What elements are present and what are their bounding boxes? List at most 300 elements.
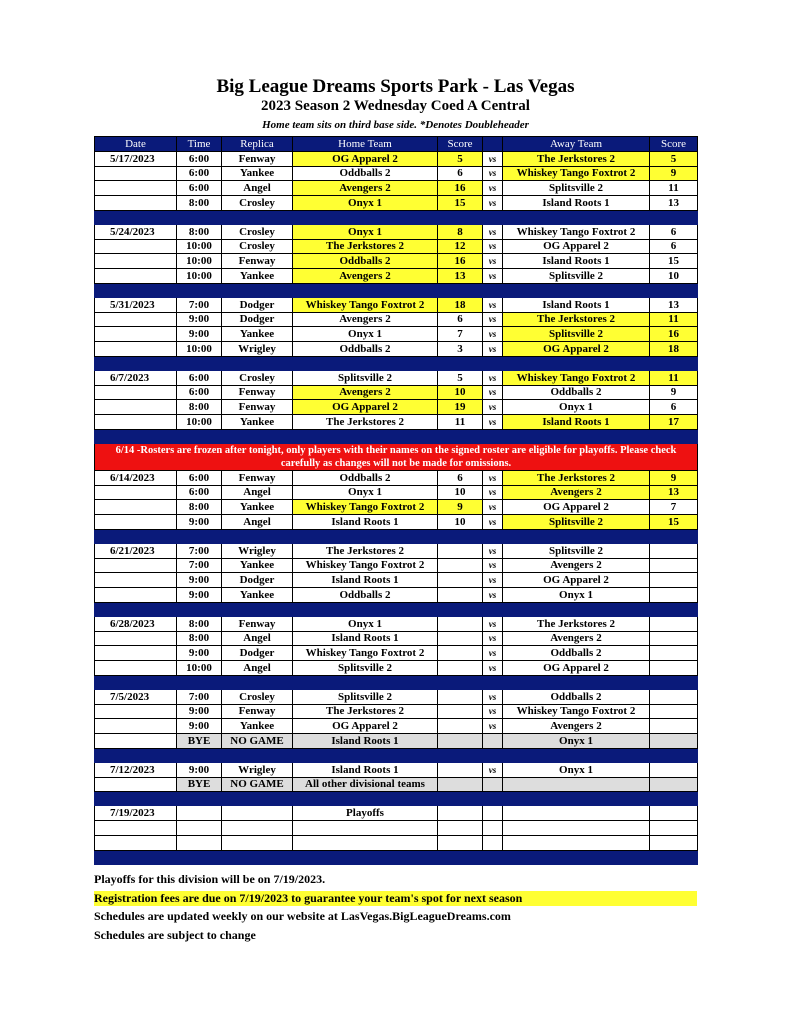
replica-cell: Fenway <box>222 151 293 166</box>
away-score-cell: 6 <box>650 400 698 415</box>
vs-cell: vs <box>483 297 503 312</box>
separator-cell <box>222 850 293 864</box>
game-row <box>95 269 698 284</box>
replica-cell <box>222 835 293 850</box>
date-cell <box>95 239 177 254</box>
replica-cell: Yankee <box>222 558 293 573</box>
replica-cell: Dodger <box>222 646 293 661</box>
home-score-cell: 9 <box>438 500 483 515</box>
separator-cell <box>293 429 438 443</box>
separator-cell <box>293 529 438 543</box>
home-score-cell: 10 <box>438 485 483 500</box>
away-team-cell: Splitsville 2 <box>503 543 650 558</box>
game-row <box>95 835 698 850</box>
vs-cell: vs <box>483 312 503 327</box>
date-cell <box>95 400 177 415</box>
vs-cell: vs <box>483 558 503 573</box>
separator-cell <box>438 675 483 689</box>
away-team-cell: Whiskey Tango Foxtrot 2 <box>503 704 650 719</box>
replica-cell: Yankee <box>222 269 293 284</box>
time-cell: 10:00 <box>177 342 222 357</box>
home-team-cell: Avengers 2 <box>293 269 438 284</box>
date-cell <box>95 835 177 850</box>
date-cell <box>95 573 177 588</box>
vs-cell: vs <box>483 239 503 254</box>
time-cell: 10:00 <box>177 254 222 269</box>
date-cell <box>95 646 177 661</box>
separator-cell <box>293 356 438 370</box>
col-vs <box>483 137 503 152</box>
time-cell: 8:00 <box>177 500 222 515</box>
game-row <box>95 777 698 792</box>
vs-cell: vs <box>483 166 503 181</box>
time-cell: 10:00 <box>177 269 222 284</box>
separator-cell <box>438 602 483 616</box>
vs-cell: vs <box>483 543 503 558</box>
away-score-cell: 16 <box>650 327 698 342</box>
away-team-cell: Splitsville 2 <box>503 181 650 196</box>
home-score-cell <box>438 734 483 749</box>
col-replica: Replica <box>222 137 293 152</box>
away-score-cell <box>650 631 698 646</box>
separator-cell <box>177 210 222 224</box>
home-team-cell: Oddballs 2 <box>293 470 438 485</box>
away-team-cell: The Jerkstores 2 <box>503 151 650 166</box>
vs-cell: vs <box>483 254 503 269</box>
away-score-cell: 9 <box>650 470 698 485</box>
separator-cell <box>293 792 438 806</box>
home-score-cell: 6 <box>438 470 483 485</box>
away-score-cell: 6 <box>650 224 698 239</box>
replica-cell: Angel <box>222 661 293 676</box>
home-score-cell <box>438 719 483 734</box>
separator-cell <box>222 602 293 616</box>
date-cell <box>95 558 177 573</box>
separator-cell <box>483 602 503 616</box>
replica-cell <box>222 806 293 821</box>
date-cell <box>95 734 177 749</box>
home-team-cell: Splitsville 2 <box>293 370 438 385</box>
time-cell: 9:00 <box>177 327 222 342</box>
game-row <box>95 470 698 485</box>
separator-cell <box>177 283 222 297</box>
separator-cell <box>483 529 503 543</box>
separator-cell <box>177 529 222 543</box>
time-cell: 8:00 <box>177 616 222 631</box>
date-cell <box>95 704 177 719</box>
date-cell <box>95 719 177 734</box>
game-row <box>95 719 698 734</box>
schedule-table <box>94 136 698 865</box>
date-cell: 6/14/2023 <box>95 470 177 485</box>
home-team-cell: Avengers 2 <box>293 385 438 400</box>
away-team-cell: Whiskey Tango Foxtrot 2 <box>503 224 650 239</box>
time-cell: 6:00 <box>177 151 222 166</box>
vs-cell: vs <box>483 616 503 631</box>
separator-cell <box>483 429 503 443</box>
game-row <box>95 515 698 530</box>
game-row <box>95 500 698 515</box>
schedule-body <box>95 151 698 864</box>
date-cell: 7/12/2023 <box>95 762 177 777</box>
vs-cell: vs <box>483 704 503 719</box>
away-score-cell <box>650 704 698 719</box>
separator-cell <box>177 602 222 616</box>
home-team-cell <box>293 821 438 836</box>
away-team-cell <box>503 806 650 821</box>
game-row <box>95 704 698 719</box>
col-time: Time <box>177 137 222 152</box>
home-team-cell: Island Roots 1 <box>293 762 438 777</box>
game-row <box>95 239 698 254</box>
vs-cell: vs <box>483 181 503 196</box>
time-cell: 9:00 <box>177 719 222 734</box>
separator-cell <box>95 602 177 616</box>
date-cell <box>95 515 177 530</box>
home-team-cell: Onyx 1 <box>293 327 438 342</box>
separator-cell <box>438 356 483 370</box>
game-row <box>95 181 698 196</box>
time-cell: 7:00 <box>177 297 222 312</box>
time-cell: 7:00 <box>177 558 222 573</box>
game-row <box>95 385 698 400</box>
away-score-cell: 18 <box>650 342 698 357</box>
vs-cell: vs <box>483 327 503 342</box>
away-team-cell: Splitsville 2 <box>503 327 650 342</box>
home-team-cell: Avengers 2 <box>293 312 438 327</box>
schedule-table-container <box>94 136 697 865</box>
separator-cell <box>438 529 483 543</box>
separator-cell <box>177 850 222 864</box>
replica-cell: Angel <box>222 485 293 500</box>
date-cell <box>95 269 177 284</box>
home-team-cell: Onyx 1 <box>293 224 438 239</box>
separator-cell <box>483 283 503 297</box>
separator-cell <box>222 675 293 689</box>
home-team-cell: Island Roots 1 <box>293 734 438 749</box>
separator-cell <box>650 675 698 689</box>
week-separator <box>95 529 698 543</box>
separator-cell <box>293 675 438 689</box>
time-cell: 6:00 <box>177 370 222 385</box>
separator-cell <box>222 792 293 806</box>
away-score-cell <box>650 806 698 821</box>
away-team-cell: Avengers 2 <box>503 719 650 734</box>
game-row <box>95 573 698 588</box>
away-team-cell: Island Roots 1 <box>503 196 650 211</box>
separator-cell <box>293 283 438 297</box>
vs-cell: vs <box>483 151 503 166</box>
replica-cell: Angel <box>222 181 293 196</box>
home-team-cell: OG Apparel 2 <box>293 400 438 415</box>
away-score-cell: 15 <box>650 254 698 269</box>
week-separator <box>95 748 698 762</box>
separator-cell <box>438 429 483 443</box>
replica-cell: NO GAME <box>222 734 293 749</box>
home-team-cell: Avengers 2 <box>293 181 438 196</box>
roster-notice-row <box>95 443 698 470</box>
away-team-cell: Whiskey Tango Foxtrot 2 <box>503 370 650 385</box>
date-cell <box>95 254 177 269</box>
separator-cell <box>483 210 503 224</box>
time-cell <box>177 821 222 836</box>
away-team-cell: Onyx 1 <box>503 588 650 603</box>
home-score-cell <box>438 558 483 573</box>
replica-cell: Crosley <box>222 224 293 239</box>
home-team-cell: Whiskey Tango Foxtrot 2 <box>293 646 438 661</box>
replica-cell: Yankee <box>222 415 293 430</box>
date-cell: 5/24/2023 <box>95 224 177 239</box>
date-cell <box>95 385 177 400</box>
home-team-cell: Whiskey Tango Foxtrot 2 <box>293 558 438 573</box>
replica-cell: Wrigley <box>222 762 293 777</box>
vs-cell: vs <box>483 485 503 500</box>
home-team-cell: The Jerkstores 2 <box>293 415 438 430</box>
away-team-cell: The Jerkstores 2 <box>503 470 650 485</box>
game-row <box>95 821 698 836</box>
vs-cell <box>483 821 503 836</box>
time-cell: 6:00 <box>177 166 222 181</box>
vs-cell: vs <box>483 719 503 734</box>
vs-cell: vs <box>483 400 503 415</box>
home-score-cell: 5 <box>438 370 483 385</box>
time-cell: 9:00 <box>177 312 222 327</box>
separator-cell <box>503 529 650 543</box>
replica-cell: Yankee <box>222 327 293 342</box>
replica-cell: Wrigley <box>222 342 293 357</box>
away-team-cell: Oddballs 2 <box>503 646 650 661</box>
date-cell <box>95 588 177 603</box>
away-score-cell <box>650 821 698 836</box>
header-row <box>95 137 698 152</box>
time-cell: 8:00 <box>177 400 222 415</box>
separator-cell <box>438 850 483 864</box>
game-row <box>95 485 698 500</box>
home-score-cell <box>438 777 483 792</box>
time-cell: 9:00 <box>177 646 222 661</box>
game-row <box>95 254 698 269</box>
home-team-cell: Splitsville 2 <box>293 661 438 676</box>
home-team-cell: Oddballs 2 <box>293 588 438 603</box>
vs-cell: vs <box>483 573 503 588</box>
home-team-cell: Island Roots 1 <box>293 515 438 530</box>
home-score-cell: 19 <box>438 400 483 415</box>
replica-cell: Crosley <box>222 239 293 254</box>
separator-cell <box>503 602 650 616</box>
week-separator <box>95 356 698 370</box>
time-cell: 6:00 <box>177 470 222 485</box>
col-home-score: Score <box>438 137 483 152</box>
away-score-cell: 11 <box>650 370 698 385</box>
replica-cell: Dodger <box>222 573 293 588</box>
away-score-cell: 7 <box>650 500 698 515</box>
separator-cell <box>650 602 698 616</box>
home-score-cell <box>438 543 483 558</box>
home-team-cell: Oddballs 2 <box>293 254 438 269</box>
home-team-cell: Oddballs 2 <box>293 166 438 181</box>
separator-cell <box>483 356 503 370</box>
away-score-cell: 13 <box>650 485 698 500</box>
home-team-cell: The Jerkstores 2 <box>293 543 438 558</box>
home-score-cell <box>438 689 483 704</box>
separator-cell <box>503 210 650 224</box>
separator-cell <box>483 850 503 864</box>
separator-cell <box>177 356 222 370</box>
separator-cell <box>650 356 698 370</box>
game-row <box>95 166 698 181</box>
game-row <box>95 196 698 211</box>
away-team-cell: Onyx 1 <box>503 762 650 777</box>
away-score-cell <box>650 543 698 558</box>
vs-cell: vs <box>483 588 503 603</box>
replica-cell: Crosley <box>222 689 293 704</box>
week-separator <box>95 675 698 689</box>
home-score-cell <box>438 762 483 777</box>
home-team-cell <box>293 835 438 850</box>
game-row <box>95 762 698 777</box>
separator-cell <box>293 748 438 762</box>
game-row <box>95 224 698 239</box>
away-team-cell: The Jerkstores 2 <box>503 312 650 327</box>
week-separator <box>95 850 698 864</box>
away-team-cell: Oddballs 2 <box>503 689 650 704</box>
week-separator <box>95 792 698 806</box>
home-score-cell: 11 <box>438 415 483 430</box>
separator-cell <box>483 675 503 689</box>
separator-cell <box>95 210 177 224</box>
time-cell: 9:00 <box>177 515 222 530</box>
separator-cell <box>95 283 177 297</box>
separator-cell <box>222 529 293 543</box>
separator-cell <box>503 675 650 689</box>
vs-cell: vs <box>483 631 503 646</box>
away-team-cell: Splitsville 2 <box>503 269 650 284</box>
game-row <box>95 661 698 676</box>
date-cell: 6/28/2023 <box>95 616 177 631</box>
date-cell: 7/19/2023 <box>95 806 177 821</box>
replica-cell: Angel <box>222 515 293 530</box>
home-score-cell <box>438 821 483 836</box>
away-team-cell: The Jerkstores 2 <box>503 616 650 631</box>
replica-cell: Yankee <box>222 500 293 515</box>
away-score-cell: 13 <box>650 297 698 312</box>
game-row <box>95 558 698 573</box>
home-team-cell: Whiskey Tango Foxtrot 2 <box>293 500 438 515</box>
game-row <box>95 327 698 342</box>
vs-cell: vs <box>483 500 503 515</box>
replica-cell: Fenway <box>222 470 293 485</box>
time-cell: BYE <box>177 734 222 749</box>
game-row <box>95 543 698 558</box>
game-row <box>95 312 698 327</box>
schedule-note: Home team sits on third base side. *Denotes Doubleheader <box>262 119 529 131</box>
date-cell <box>95 661 177 676</box>
separator-cell <box>438 283 483 297</box>
vs-cell <box>483 734 503 749</box>
away-team-cell: Avengers 2 <box>503 631 650 646</box>
date-cell: 6/7/2023 <box>95 370 177 385</box>
home-team-cell: OG Apparel 2 <box>293 719 438 734</box>
home-score-cell <box>438 573 483 588</box>
week-separator <box>95 283 698 297</box>
away-score-cell: 11 <box>650 312 698 327</box>
replica-cell: NO GAME <box>222 777 293 792</box>
separator-cell <box>293 602 438 616</box>
away-team-cell <box>503 777 650 792</box>
home-score-cell <box>438 806 483 821</box>
vs-cell: vs <box>483 762 503 777</box>
time-cell: 9:00 <box>177 762 222 777</box>
separator-cell <box>650 792 698 806</box>
replica-cell: Yankee <box>222 588 293 603</box>
week-separator <box>95 602 698 616</box>
date-cell: 5/17/2023 <box>95 151 177 166</box>
home-score-cell <box>438 661 483 676</box>
home-score-cell: 16 <box>438 254 483 269</box>
game-row <box>95 415 698 430</box>
away-team-cell: Island Roots 1 <box>503 254 650 269</box>
away-score-cell: 5 <box>650 151 698 166</box>
separator-cell <box>293 210 438 224</box>
date-cell: 5/31/2023 <box>95 297 177 312</box>
game-row <box>95 734 698 749</box>
separator-cell <box>222 429 293 443</box>
home-score-cell: 16 <box>438 181 483 196</box>
time-cell <box>177 835 222 850</box>
vs-cell: vs <box>483 646 503 661</box>
separator-cell <box>650 283 698 297</box>
page-title: Big League Dreams Sports Park - Las Vegas <box>216 76 575 97</box>
away-score-cell: 9 <box>650 385 698 400</box>
replica-cell: Dodger <box>222 312 293 327</box>
home-score-cell: 12 <box>438 239 483 254</box>
away-score-cell: 10 <box>650 269 698 284</box>
away-score-cell: 17 <box>650 415 698 430</box>
change-note: Schedules are subject to change <box>94 928 256 942</box>
home-score-cell: 6 <box>438 312 483 327</box>
time-cell: 10:00 <box>177 661 222 676</box>
home-team-cell: OG Apparel 2 <box>293 151 438 166</box>
replica-cell: Fenway <box>222 704 293 719</box>
separator-cell <box>95 356 177 370</box>
away-score-cell <box>650 719 698 734</box>
away-score-cell: 9 <box>650 166 698 181</box>
time-cell: 7:00 <box>177 689 222 704</box>
time-cell: 7:00 <box>177 543 222 558</box>
vs-cell: vs <box>483 470 503 485</box>
home-score-cell <box>438 835 483 850</box>
home-score-cell: 18 <box>438 297 483 312</box>
vs-cell: vs <box>483 415 503 430</box>
time-cell: 6:00 <box>177 485 222 500</box>
separator-cell <box>503 429 650 443</box>
home-score-cell: 10 <box>438 515 483 530</box>
away-score-cell <box>650 734 698 749</box>
replica-cell: Yankee <box>222 719 293 734</box>
away-team-cell: Oddballs 2 <box>503 385 650 400</box>
home-team-cell: Island Roots 1 <box>293 573 438 588</box>
home-team-cell: Island Roots 1 <box>293 631 438 646</box>
separator-cell <box>650 210 698 224</box>
away-team-cell: Splitsville 2 <box>503 515 650 530</box>
separator-cell <box>95 429 177 443</box>
home-team-cell: The Jerkstores 2 <box>293 239 438 254</box>
registration-note: Registration fees are due on 7/19/2023 to guarantee your team's spot for next season <box>94 891 697 906</box>
week-separator <box>95 429 698 443</box>
separator-cell <box>438 210 483 224</box>
home-team-cell: Playoffs <box>293 806 438 821</box>
away-team-cell: OG Apparel 2 <box>503 239 650 254</box>
